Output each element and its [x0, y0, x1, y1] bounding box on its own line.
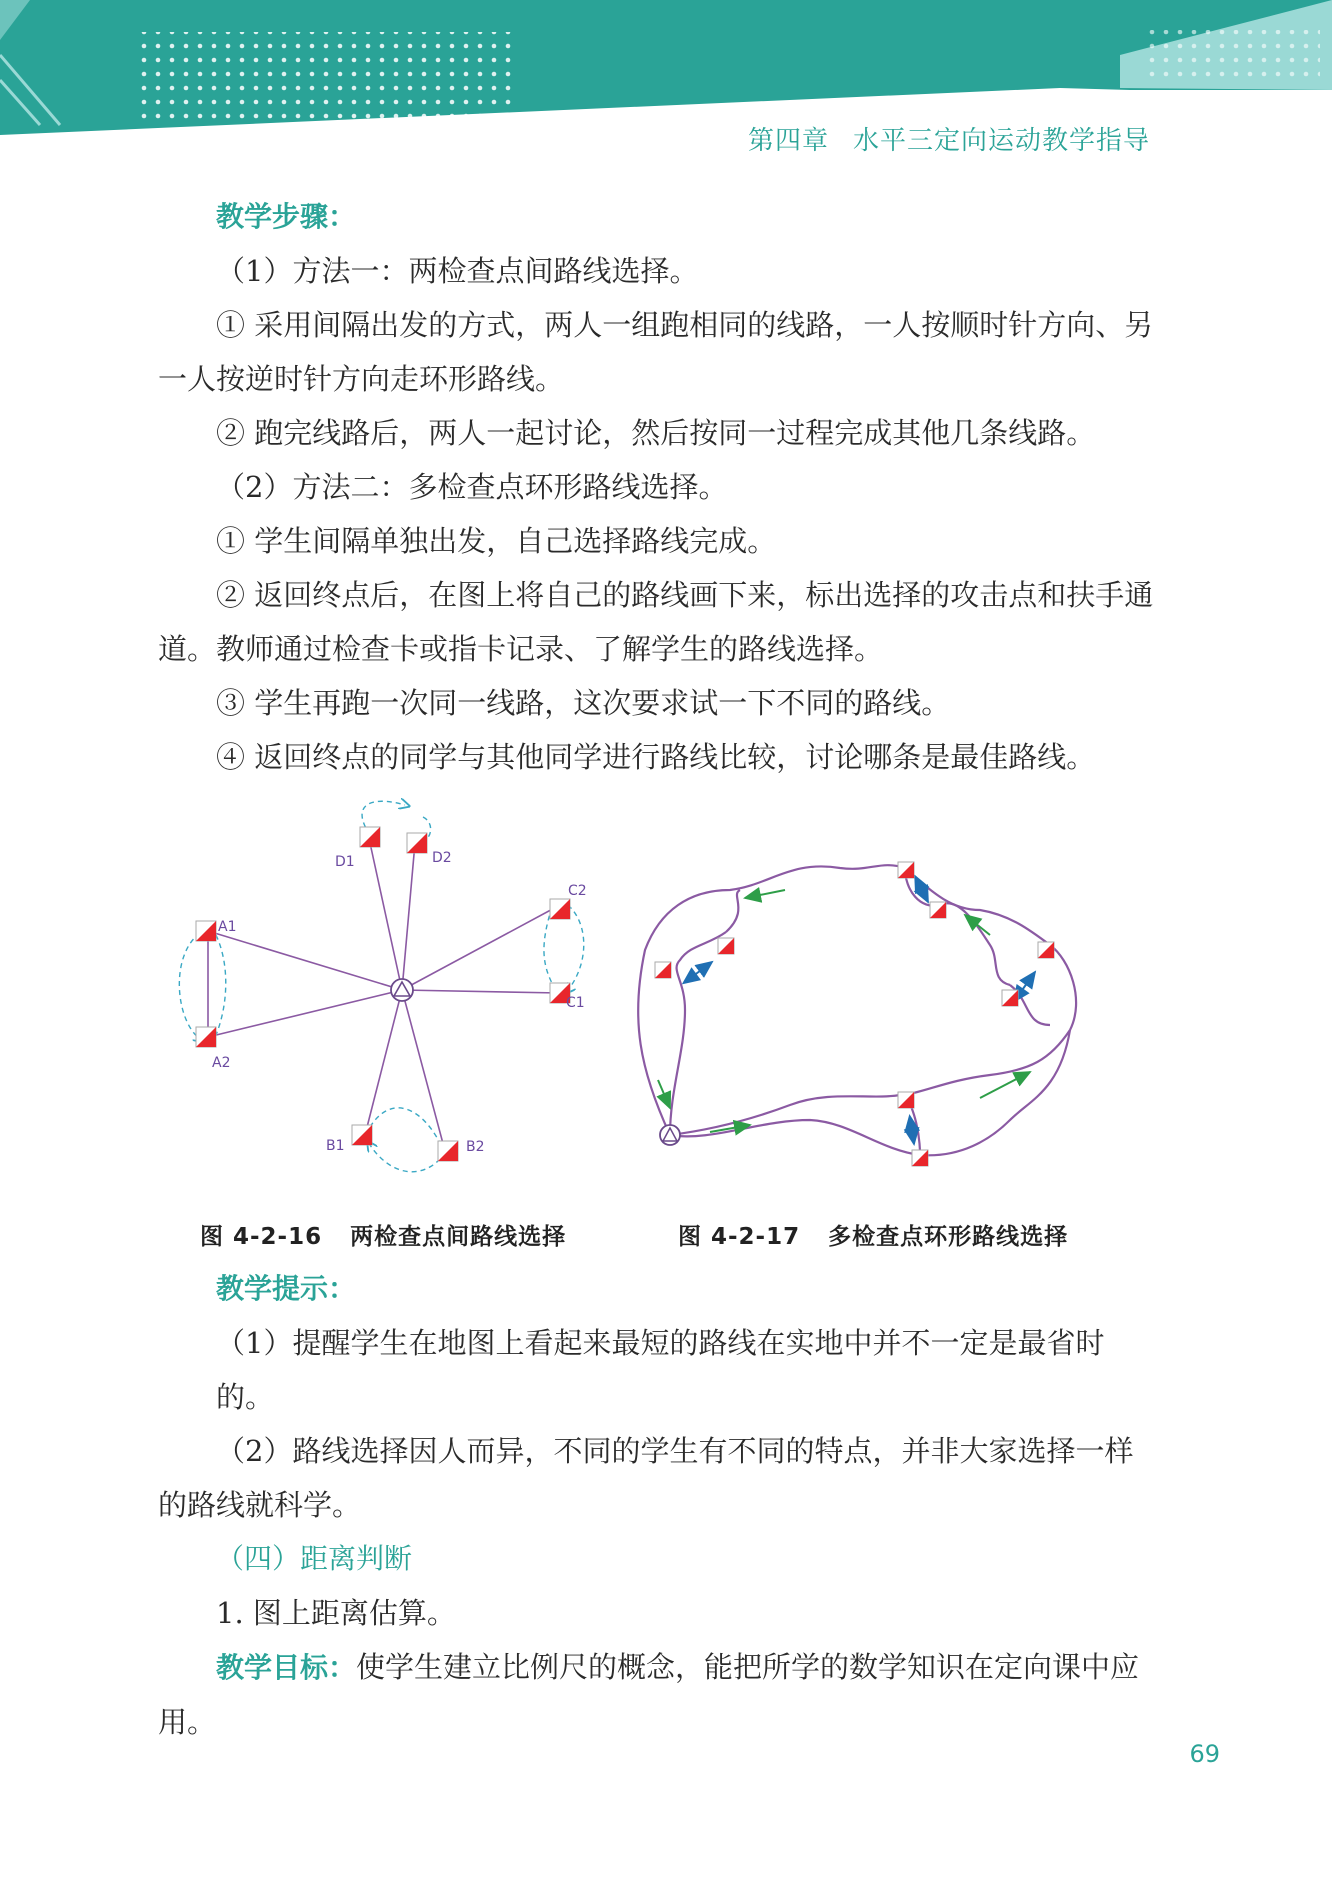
flag-d2-icon — [407, 833, 427, 853]
flag-icon — [1038, 942, 1054, 958]
label-a2: A2 — [212, 1055, 231, 1071]
method-one: （1）方法一：两检查点间路线选择。 — [216, 254, 699, 288]
label-d1: D1 — [335, 854, 355, 870]
flag-b2-icon — [438, 1141, 458, 1161]
chapter-title: 水平三定向运动教学指导 — [852, 126, 1150, 156]
method-two-step-2: ② 返回终点后，在图上将自己的路线画下来，标出选择的攻击点和扶手通道。教师通过检查卡或指卡记录、了解学生的路线选择。 — [158, 578, 1154, 666]
header-banner — [0, 0, 1332, 135]
figure1-title: 两检查点间路线选择 — [350, 1224, 567, 1250]
flag-icon — [912, 1150, 928, 1166]
flag-icon — [898, 862, 914, 878]
figure1-caption — [200, 1218, 566, 1251]
flag-a1-icon — [196, 921, 216, 941]
method-two-step-4: ④ 返回终点的同学与其他同学进行路线比较，讨论哪条是最佳路线。 — [216, 740, 1096, 774]
teaching-tips — [158, 1262, 1158, 1749]
flag-icon — [1002, 990, 1018, 1006]
item-1: 1. 图上距离估算。 — [216, 1596, 456, 1630]
figure2-caption — [678, 1218, 1068, 1251]
section-heading-distance: （四）距离判断 — [216, 1542, 413, 1575]
tip-1: （1）提醒学生在地图上看起来最短的路线在实地中并不一定是最省时的。 — [216, 1326, 1105, 1414]
figure2-title: 多检查点环形路线选择 — [828, 1224, 1069, 1250]
flag-icon — [930, 902, 946, 918]
section-heading-steps: 教学步骤： — [216, 200, 357, 233]
method-two-step-3: ③ 学生再跑一次同一线路，这次要求试一下不同的路线。 — [216, 686, 951, 720]
label-a1: A1 — [218, 919, 237, 935]
start-triangle-icon — [391, 979, 413, 1001]
route-lines — [208, 843, 560, 1151]
teaching-steps — [158, 190, 1158, 784]
alt-routes — [179, 801, 583, 1172]
label-c2: C2 — [568, 883, 587, 899]
label-d2: D2 — [432, 850, 452, 866]
label-b1: B1 — [326, 1138, 345, 1154]
goal-label: 教学目标： — [216, 1651, 357, 1684]
figure1-number: 图 4-2-16 — [200, 1224, 323, 1250]
label-b2: B2 — [466, 1139, 485, 1155]
figure-star-routes — [170, 795, 630, 1185]
tip-2: （2）路线选择因人而异，不同的学生有不同的特点，并非大家选择一样的路线就科学。 — [158, 1434, 1134, 1522]
loop-flags — [655, 862, 1054, 1166]
goal-text: 使学生建立比例尺的概念，能把所学的数学知识在定向课中应用。 — [158, 1650, 1140, 1739]
flag-icon — [718, 938, 734, 954]
method-one-step-2: ② 跑完线路后，两人一起讨论，然后按同一过程完成其他几条线路。 — [216, 416, 1096, 450]
flag-a2-icon — [196, 1027, 216, 1047]
chapter-header — [748, 120, 1150, 157]
section-heading-tips: 教学提示： — [216, 1272, 357, 1305]
flag-d1-icon — [360, 827, 380, 847]
flag-c2-icon — [550, 899, 570, 919]
chapter-number: 第四章 — [747, 126, 829, 156]
flag-icon — [898, 1092, 914, 1108]
figure2-number: 图 4-2-17 — [678, 1224, 801, 1250]
loop-route-lines — [638, 865, 1076, 1155]
teaching-goal — [158, 1640, 1158, 1749]
method-one-step-1: ① 采用间隔出发的方式，两人一组跑相同的线路，一人按顺时针方向、另一人按逆时针方向走环形路线。 — [158, 308, 1154, 396]
start-triangle-icon — [660, 1125, 680, 1145]
flag-icon — [655, 962, 671, 978]
method-two-step-1: ① 学生间隔单独出发，自己选择路线完成。 — [216, 524, 777, 558]
flag-b1-icon — [352, 1125, 372, 1145]
page-number: 69 — [1189, 1740, 1220, 1768]
method-two: （2）方法二：多检查点环形路线选择。 — [216, 470, 728, 504]
label-c1: C1 — [566, 995, 585, 1011]
figure-loop-routes — [630, 850, 1130, 1190]
